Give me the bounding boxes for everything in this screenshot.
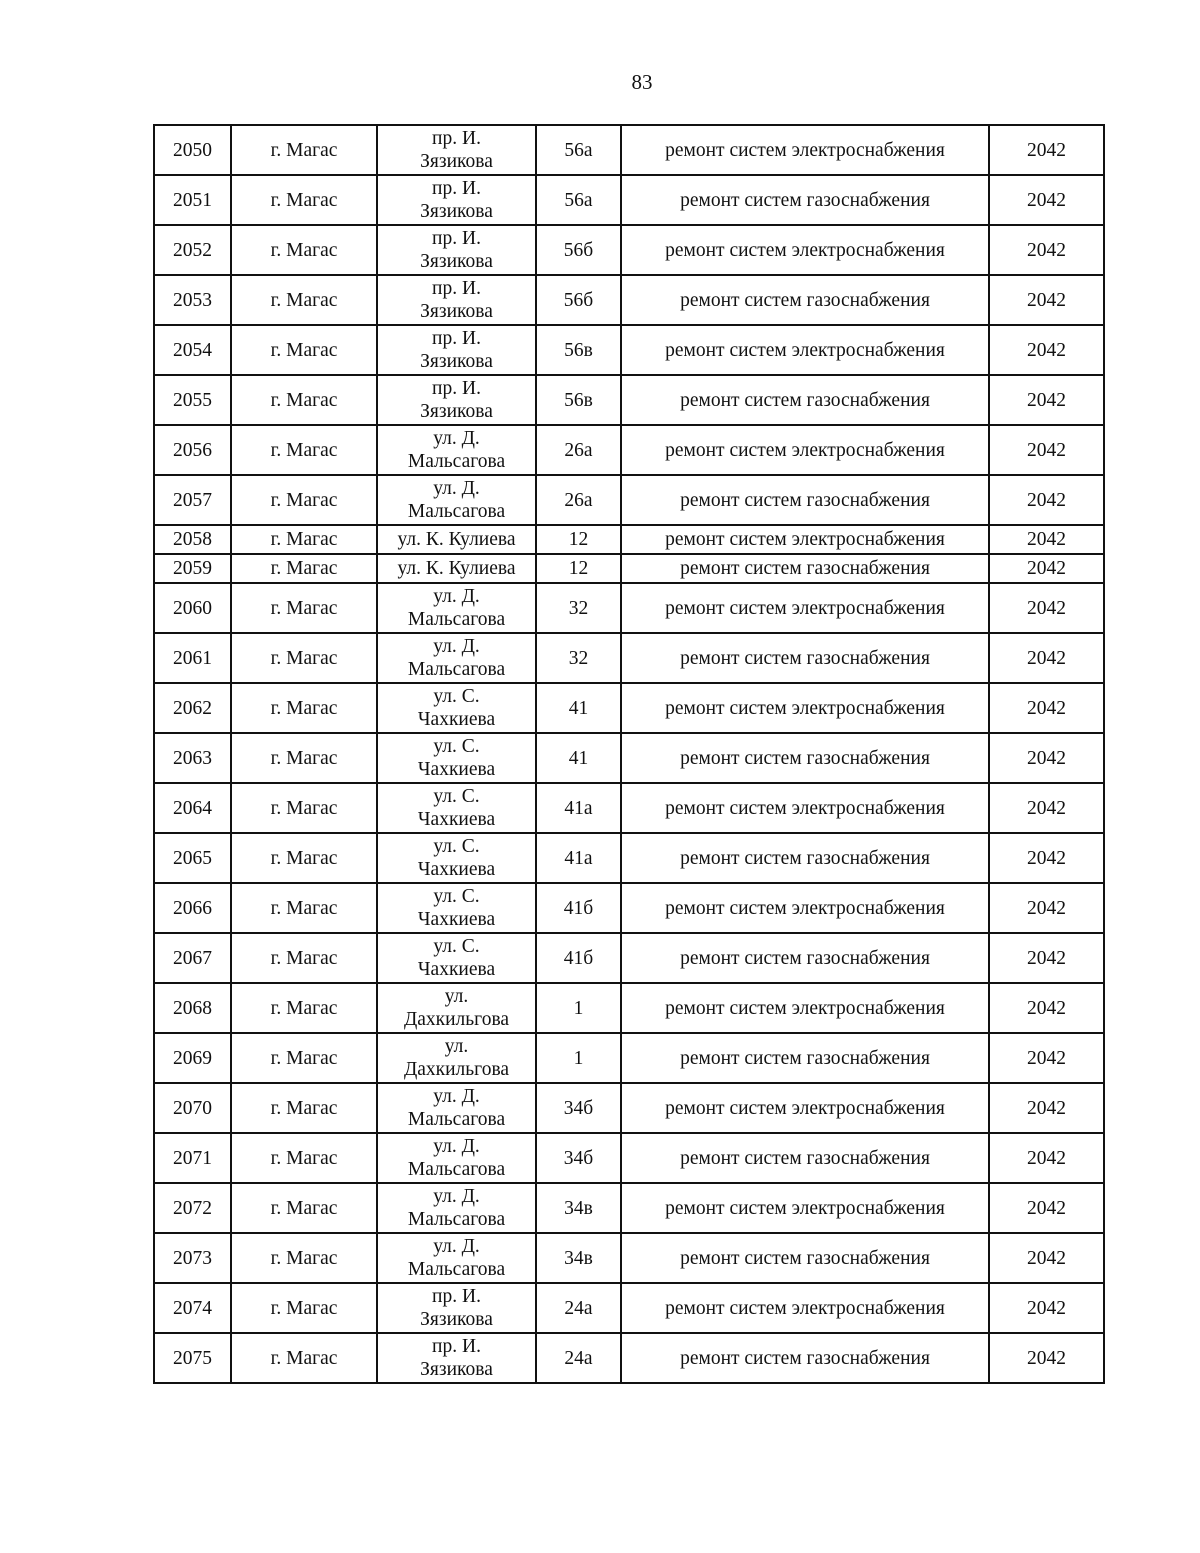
street-line: ул. Д.: [433, 1186, 480, 1207]
street-cell: [377, 733, 536, 783]
city-cell: г. Магас: [231, 554, 377, 583]
year-cell: 2042: [989, 1333, 1104, 1383]
row-number-cell: 2071: [154, 1133, 231, 1183]
table-row: [154, 883, 1104, 933]
row-number-cell: 2067: [154, 933, 231, 983]
street-line: ул. С.: [433, 686, 480, 707]
table-row: [154, 475, 1104, 525]
house-number-cell: 1: [536, 983, 621, 1033]
year-cell: 2042: [989, 325, 1104, 375]
city-cell: г. Магас: [231, 175, 377, 225]
street-line: ул.: [444, 1036, 469, 1057]
street-line: пр. И.: [432, 178, 481, 199]
street-line: Зязикова: [420, 1359, 493, 1380]
table-row: [154, 425, 1104, 475]
street-line: ул. С.: [433, 836, 480, 857]
house-number-cell: 56в: [536, 325, 621, 375]
year-cell: 2042: [989, 733, 1104, 783]
street-line: Зязикова: [420, 301, 493, 322]
street-cell: [377, 833, 536, 883]
year-cell: 2042: [989, 883, 1104, 933]
house-number-cell: 12: [536, 525, 621, 554]
street-cell: [377, 1333, 536, 1383]
work-type-cell: ремонт систем электроснабжения: [621, 425, 989, 475]
row-number-cell: 2064: [154, 783, 231, 833]
house-number-cell: 26а: [536, 425, 621, 475]
street-line: ул. К. Кулиева: [397, 529, 516, 550]
table-row: [154, 175, 1104, 225]
street-line: ул. Д.: [433, 586, 480, 607]
street-line: Зязикова: [420, 201, 493, 222]
row-number-cell: 2066: [154, 883, 231, 933]
year-cell: 2042: [989, 525, 1104, 554]
street-cell: [377, 175, 536, 225]
street-cell: [377, 683, 536, 733]
house-number-cell: 24а: [536, 1333, 621, 1383]
city-cell: г. Магас: [231, 783, 377, 833]
year-cell: 2042: [989, 475, 1104, 525]
street-line: Мальсагова: [407, 451, 506, 472]
row-number-cell: 2053: [154, 275, 231, 325]
city-cell: г. Магас: [231, 425, 377, 475]
row-number-cell: 2072: [154, 1183, 231, 1233]
street-line: ул. К. Кулиева: [397, 558, 516, 579]
house-number-cell: 12: [536, 554, 621, 583]
house-number-cell: 41а: [536, 833, 621, 883]
work-type-cell: ремонт систем электроснабжения: [621, 1283, 989, 1333]
table-row: [154, 554, 1104, 583]
city-cell: г. Магас: [231, 375, 377, 425]
row-number-cell: 2074: [154, 1283, 231, 1333]
table-row: [154, 1133, 1104, 1183]
city-cell: г. Магас: [231, 225, 377, 275]
street-line: пр. И.: [432, 378, 481, 399]
house-number-cell: 26а: [536, 475, 621, 525]
row-number-cell: 2075: [154, 1333, 231, 1383]
street-line: Чахкиева: [417, 759, 496, 780]
table-row: [154, 683, 1104, 733]
table-row: [154, 225, 1104, 275]
street-line: Мальсагова: [407, 501, 506, 522]
city-cell: г. Магас: [231, 983, 377, 1033]
house-number-cell: 56а: [536, 175, 621, 225]
year-cell: 2042: [989, 375, 1104, 425]
street-cell: [377, 125, 536, 175]
street-line: ул. С.: [433, 886, 480, 907]
street-cell: [377, 783, 536, 833]
table-row: [154, 1283, 1104, 1333]
year-cell: 2042: [989, 1133, 1104, 1183]
street-line: Мальсагова: [407, 1209, 506, 1230]
house-number-cell: 56а: [536, 125, 621, 175]
city-cell: г. Магас: [231, 1233, 377, 1283]
work-type-cell: ремонт систем электроснабжения: [621, 1083, 989, 1133]
house-number-cell: 24а: [536, 1283, 621, 1333]
house-number-cell: 56б: [536, 225, 621, 275]
street-cell: [377, 1033, 536, 1083]
year-cell: 2042: [989, 125, 1104, 175]
work-type-cell: ремонт систем газоснабжения: [621, 1033, 989, 1083]
table-row: [154, 1033, 1104, 1083]
house-number-cell: 32: [536, 583, 621, 633]
row-number-cell: 2059: [154, 554, 231, 583]
street-cell: [377, 1283, 536, 1333]
page-number: 83: [631, 70, 653, 94]
city-cell: г. Магас: [231, 1283, 377, 1333]
table-row: [154, 325, 1104, 375]
year-cell: 2042: [989, 225, 1104, 275]
work-type-cell: ремонт систем газоснабжения: [621, 175, 989, 225]
work-schedule-table: [153, 124, 1105, 1384]
table-body: [154, 125, 1104, 1383]
year-cell: 2042: [989, 633, 1104, 683]
street-cell: [377, 475, 536, 525]
street-line: ул. С.: [433, 936, 480, 957]
street-line: Мальсагова: [407, 1109, 506, 1130]
house-number-cell: 32: [536, 633, 621, 683]
year-cell: 2042: [989, 683, 1104, 733]
city-cell: г. Магас: [231, 683, 377, 733]
work-type-cell: ремонт систем электроснабжения: [621, 1183, 989, 1233]
row-number-cell: 2065: [154, 833, 231, 883]
table-row: [154, 833, 1104, 883]
street-cell: [377, 554, 536, 583]
street-line: ул. С.: [433, 736, 480, 757]
street-cell: [377, 325, 536, 375]
street-cell: [377, 425, 536, 475]
street-line: пр. И.: [432, 128, 481, 149]
row-number-cell: 2060: [154, 583, 231, 633]
table-row: [154, 583, 1104, 633]
year-cell: 2042: [989, 833, 1104, 883]
row-number-cell: 2056: [154, 425, 231, 475]
year-cell: 2042: [989, 1233, 1104, 1283]
work-type-cell: ремонт систем электроснабжения: [621, 783, 989, 833]
street-line: пр. И.: [432, 1336, 481, 1357]
street-line: Зязикова: [420, 151, 493, 172]
city-cell: г. Магас: [231, 833, 377, 883]
table-row: [154, 783, 1104, 833]
house-number-cell: 34в: [536, 1183, 621, 1233]
street-line: Чахкиева: [417, 809, 496, 830]
city-cell: г. Магас: [231, 583, 377, 633]
row-number-cell: 2062: [154, 683, 231, 733]
street-cell: [377, 983, 536, 1033]
row-number-cell: 2070: [154, 1083, 231, 1133]
work-type-cell: ремонт систем электроснабжения: [621, 583, 989, 633]
street-line: Мальсагова: [407, 1159, 506, 1180]
city-cell: г. Магас: [231, 1083, 377, 1133]
street-line: ул. Д.: [433, 1236, 480, 1257]
street-line: ул. Д.: [433, 478, 480, 499]
table-row: [154, 933, 1104, 983]
work-type-cell: ремонт систем электроснабжения: [621, 983, 989, 1033]
row-number-cell: 2050: [154, 125, 231, 175]
city-cell: г. Магас: [231, 275, 377, 325]
row-number-cell: 2057: [154, 475, 231, 525]
row-number-cell: 2058: [154, 525, 231, 554]
city-cell: г. Магас: [231, 883, 377, 933]
year-cell: 2042: [989, 275, 1104, 325]
street-line: Зязикова: [420, 1309, 493, 1330]
street-line: Зязикова: [420, 251, 493, 272]
street-cell: [377, 633, 536, 683]
house-number-cell: 34б: [536, 1133, 621, 1183]
street-cell: [377, 933, 536, 983]
row-number-cell: 2063: [154, 733, 231, 783]
street-cell: [377, 525, 536, 554]
work-type-cell: ремонт систем газоснабжения: [621, 733, 989, 783]
house-number-cell: 56б: [536, 275, 621, 325]
street-line: Зязикова: [420, 351, 493, 372]
street-line: Чахкиева: [417, 859, 496, 880]
street-line: Дахкильгова: [403, 1009, 510, 1030]
year-cell: 2042: [989, 1283, 1104, 1333]
street-cell: [377, 1183, 536, 1233]
row-number-cell: 2051: [154, 175, 231, 225]
row-number-cell: 2052: [154, 225, 231, 275]
work-type-cell: ремонт систем электроснабжения: [621, 325, 989, 375]
work-type-cell: ремонт систем газоснабжения: [621, 1133, 989, 1183]
year-cell: 2042: [989, 783, 1104, 833]
street-line: ул. Д.: [433, 428, 480, 449]
city-cell: г. Магас: [231, 733, 377, 783]
work-type-cell: ремонт систем газоснабжения: [621, 933, 989, 983]
work-type-cell: ремонт систем электроснабжения: [621, 125, 989, 175]
house-number-cell: 41: [536, 733, 621, 783]
city-cell: г. Магас: [231, 325, 377, 375]
city-cell: г. Магас: [231, 525, 377, 554]
table-row: [154, 525, 1104, 554]
row-number-cell: 2054: [154, 325, 231, 375]
street-line: ул. Д.: [433, 1136, 480, 1157]
table-row: [154, 125, 1104, 175]
street-line: пр. И.: [432, 1286, 481, 1307]
work-type-cell: ремонт систем газоснабжения: [621, 1333, 989, 1383]
work-type-cell: ремонт систем электроснабжения: [621, 225, 989, 275]
row-number-cell: 2073: [154, 1233, 231, 1283]
year-cell: 2042: [989, 1183, 1104, 1233]
street-line: пр. И.: [432, 278, 481, 299]
work-type-cell: ремонт систем газоснабжения: [621, 833, 989, 883]
street-line: Зязикова: [420, 401, 493, 422]
city-cell: г. Магас: [231, 1033, 377, 1083]
house-number-cell: 41б: [536, 883, 621, 933]
city-cell: г. Магас: [231, 1133, 377, 1183]
work-type-cell: ремонт систем газоснабжения: [621, 375, 989, 425]
house-number-cell: 41б: [536, 933, 621, 983]
year-cell: 2042: [989, 175, 1104, 225]
table-row: [154, 1333, 1104, 1383]
row-number-cell: 2055: [154, 375, 231, 425]
table-row: [154, 983, 1104, 1033]
year-cell: 2042: [989, 554, 1104, 583]
street-line: пр. И.: [432, 328, 481, 349]
street-cell: [377, 275, 536, 325]
table-row: [154, 375, 1104, 425]
city-cell: г. Магас: [231, 1183, 377, 1233]
work-type-cell: ремонт систем газоснабжения: [621, 275, 989, 325]
street-cell: [377, 1233, 536, 1283]
street-line: Дахкильгова: [403, 1059, 510, 1080]
year-cell: 2042: [989, 983, 1104, 1033]
street-line: Мальсагова: [407, 609, 506, 630]
work-type-cell: ремонт систем газоснабжения: [621, 633, 989, 683]
street-cell: [377, 375, 536, 425]
row-number-cell: 2069: [154, 1033, 231, 1083]
street-cell: [377, 225, 536, 275]
work-type-cell: ремонт систем электроснабжения: [621, 525, 989, 554]
table-row: [154, 275, 1104, 325]
street-line: ул. С.: [433, 786, 480, 807]
year-cell: 2042: [989, 583, 1104, 633]
table-row: [154, 633, 1104, 683]
street-line: ул. Д.: [433, 1086, 480, 1107]
street-cell: [377, 583, 536, 633]
table-row: [154, 1083, 1104, 1133]
street-line: Мальсагова: [407, 1259, 506, 1280]
year-cell: 2042: [989, 933, 1104, 983]
street-cell: [377, 1133, 536, 1183]
work-type-cell: ремонт систем газоснабжения: [621, 1233, 989, 1283]
row-number-cell: 2068: [154, 983, 231, 1033]
city-cell: г. Магас: [231, 475, 377, 525]
table-row: [154, 1183, 1104, 1233]
table-row: [154, 1233, 1104, 1283]
house-number-cell: 34б: [536, 1083, 621, 1133]
work-type-cell: ремонт систем газоснабжения: [621, 475, 989, 525]
city-cell: г. Магас: [231, 125, 377, 175]
work-type-cell: ремонт систем электроснабжения: [621, 683, 989, 733]
row-number-cell: 2061: [154, 633, 231, 683]
street-line: пр. И.: [432, 228, 481, 249]
house-number-cell: 1: [536, 1033, 621, 1083]
work-type-cell: ремонт систем газоснабжения: [621, 554, 989, 583]
street-line: ул.: [444, 986, 469, 1007]
city-cell: г. Магас: [231, 933, 377, 983]
street-cell: [377, 1083, 536, 1133]
year-cell: 2042: [989, 1033, 1104, 1083]
street-line: ул. Д.: [433, 636, 480, 657]
house-number-cell: 41: [536, 683, 621, 733]
city-cell: г. Магас: [231, 1333, 377, 1383]
house-number-cell: 41а: [536, 783, 621, 833]
street-line: Мальсагова: [407, 659, 506, 680]
house-number-cell: 34в: [536, 1233, 621, 1283]
street-line: Чахкиева: [417, 709, 496, 730]
street-line: Чахкиева: [417, 959, 496, 980]
street-cell: [377, 883, 536, 933]
year-cell: 2042: [989, 1083, 1104, 1133]
work-type-cell: ремонт систем электроснабжения: [621, 883, 989, 933]
street-line: Чахкиева: [417, 909, 496, 930]
house-number-cell: 56в: [536, 375, 621, 425]
table-row: [154, 733, 1104, 783]
city-cell: г. Магас: [231, 633, 377, 683]
year-cell: 2042: [989, 425, 1104, 475]
